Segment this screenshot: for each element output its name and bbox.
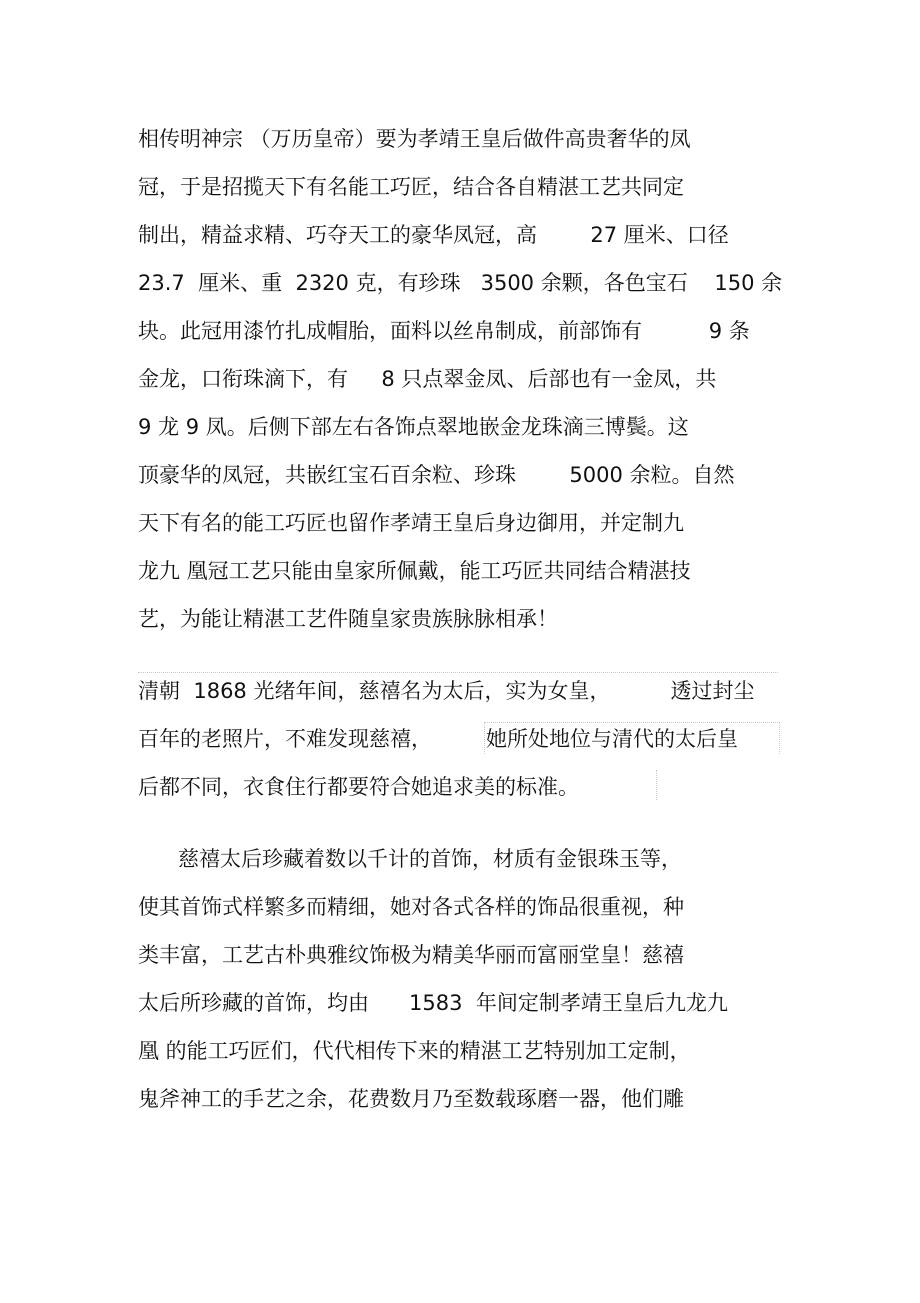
text-line: 23.7 厘米、重 2320 克，有珍珠 3500 余颗，各色宝石 150 余 xyxy=(138,271,783,295)
text-line: 金龙，口衔珠滴下，有 8 只点翠金凤、后部也有一金凤，共 xyxy=(138,367,717,391)
divider xyxy=(779,722,780,754)
divider xyxy=(484,722,485,754)
divider xyxy=(484,722,780,723)
text-line: 艺，为能让精湛工艺件随皇家贵族脉脉相承！ xyxy=(138,607,558,631)
text-line: 9 龙 9 凤。后侧下部左右各饰点翠地嵌金龙珠滴三博鬓。这 xyxy=(138,415,689,439)
text-line: 冠，于是招揽天下有名能工巧匠，结合各自精湛工艺共同定 xyxy=(138,175,684,199)
text-line: 制出，精益求精、巧夺天工的豪华凤冠，高 27 厘米、口径 xyxy=(138,223,729,247)
text-line: 清朝 1868 光绪年间，慈禧名为太后，实为女皇， 透过封尘 xyxy=(138,679,755,703)
text-line: 天下有名的能工巧匠也留作孝靖王皇后身边御用，并定制九 xyxy=(138,511,684,535)
text-line: 百年的老照片，不难发现慈禧， xyxy=(138,727,432,751)
divider xyxy=(138,672,778,673)
text-line: 凰 的能工巧匠们，代代相传下来的精湛工艺特别加工定制， xyxy=(138,1039,691,1063)
text-line: 后都不同，衣食住行都要符合她追求美的标准。 xyxy=(138,775,579,799)
text-line: 她所处地位与清代的太后皇 xyxy=(486,727,738,751)
text-line: 类丰富，工艺古朴典雅纹饰极为精美华丽而富丽堂皇！慈禧 xyxy=(138,943,684,967)
text-line: 使其首饰式样繁多而精细，她对各式各样的饰品很重视，种 xyxy=(138,895,684,919)
text-line: 顶豪华的凤冠，共嵌红宝石百余粒、珍珠 5000 余粒。自然 xyxy=(138,463,735,487)
text-line: 慈禧太后珍藏着数以千计的首饰，材质有金银珠玉等， xyxy=(138,847,683,871)
divider xyxy=(656,770,657,800)
text-line: 太后所珍藏的首饰，均由 1583 年间定制孝靖王皇后九龙九 xyxy=(138,991,728,1015)
text-line: 龙九 凰冠工艺只能由皇家所佩戴，能工巧匠共同结合精湛技 xyxy=(138,559,691,583)
text-line: 块。此冠用漆竹扎成帽胎，面料以丝帛制成，前部饰有 9 条 xyxy=(138,319,750,343)
text-line: 相传明神宗 （万历皇帝）要为孝靖王皇后做件高贵奢华的凤 xyxy=(138,127,691,151)
text-line: 鬼斧神工的手艺之余，花费数月乃至数载琢磨一器，他们雕 xyxy=(138,1087,684,1111)
